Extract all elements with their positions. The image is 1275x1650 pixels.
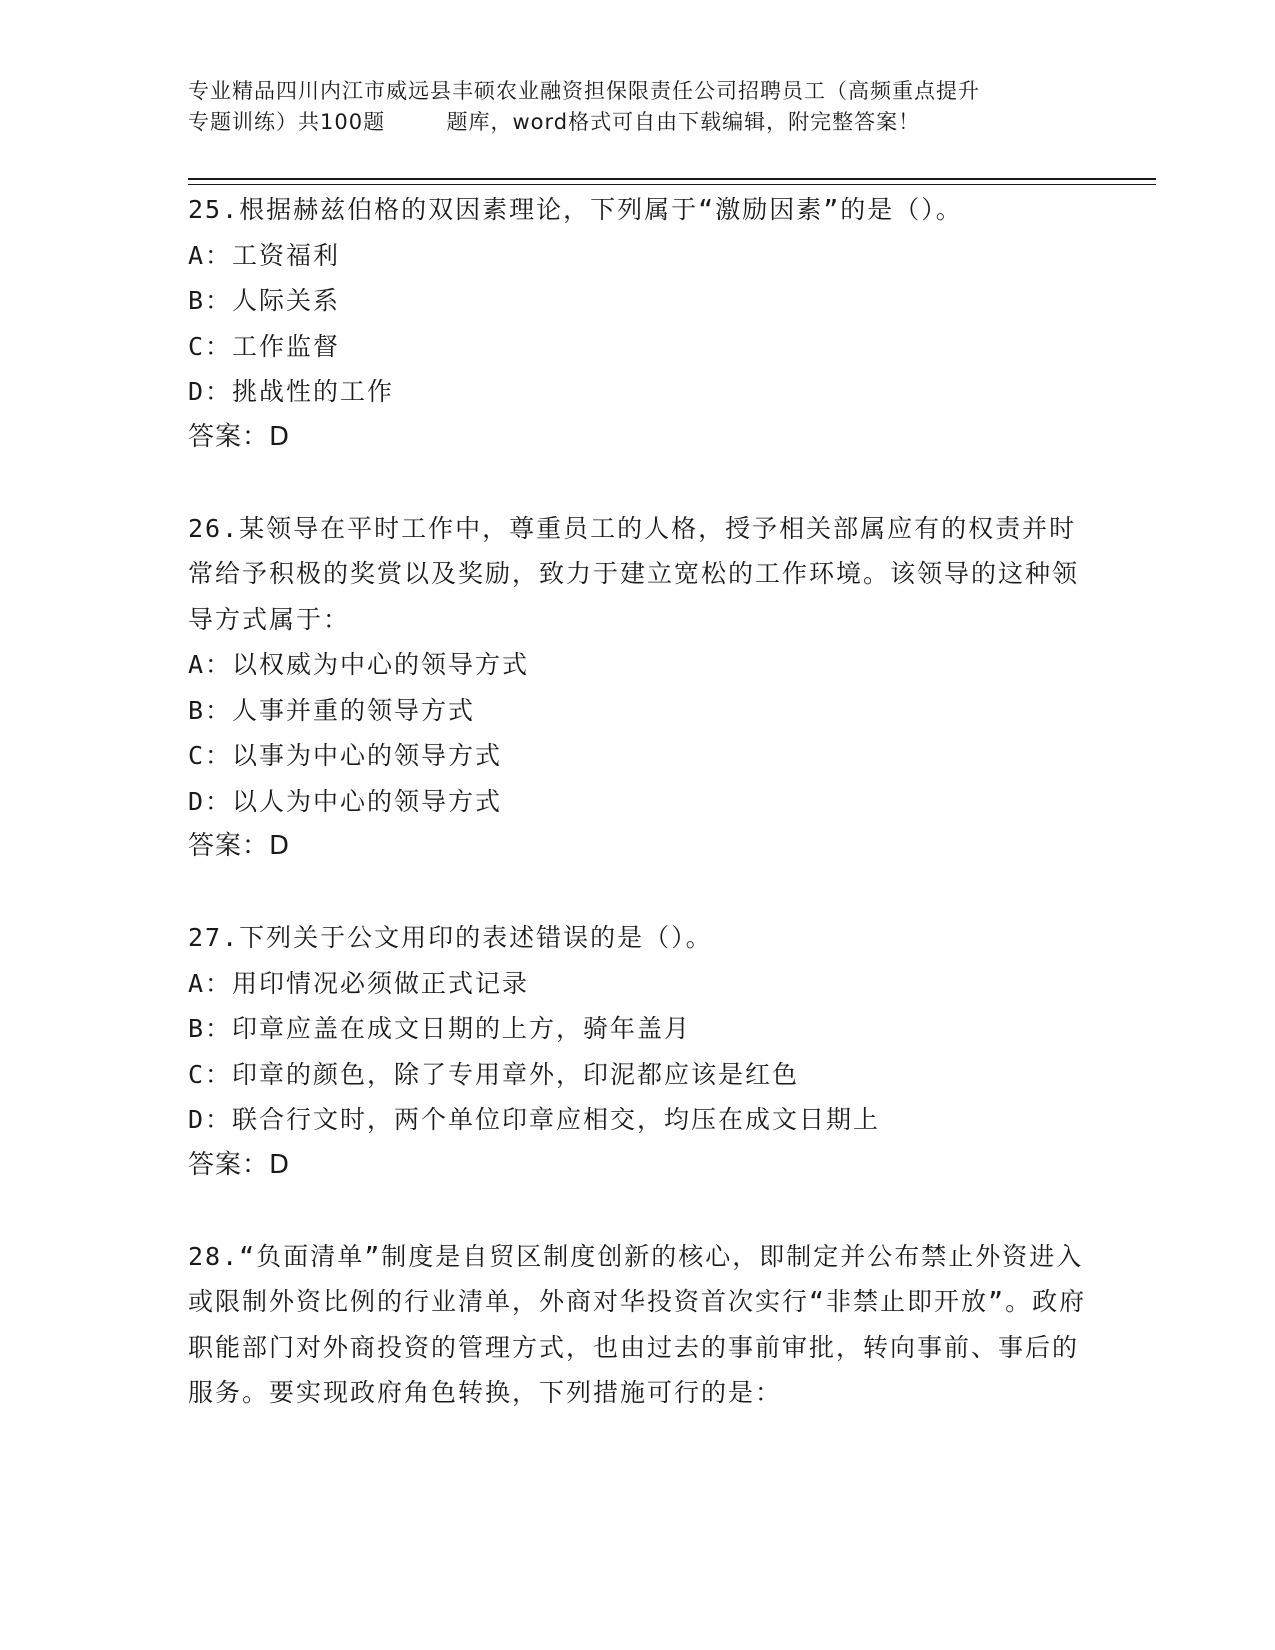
option-b: B：人际关系 xyxy=(188,286,341,315)
option-c: C：印章的颜色，除了专用章外，印泥都应该是红色 xyxy=(188,1059,800,1089)
header-line-1: 专业精品四川内江市威远县丰硕农业融资担保限责任公司招聘员工（高频重点提升 xyxy=(188,79,980,103)
question-text: 28.“负面清单”制度是自贸区制度创新的核心，即制定并公布禁止外资进入或限制外资比例的行业清单，外商对华投资首次实行“非禁止即开放”。政府职能部门对外商投资的管理方式，也由过去的事前审批，转向事前、事后的服务。要实现政府角色转换，下列措施可行的是： xyxy=(188,1241,1087,1407)
option-c: C：工作监督 xyxy=(188,331,341,361)
question-28 xyxy=(188,1234,1088,1416)
question-text: 25.根据赫兹伯格的双因素理论，下列属于“激励因素”的是（）。 xyxy=(188,195,963,224)
option-d: D：联合行文时，两个单位印章应相交，均压在成文日期上 xyxy=(188,1105,881,1134)
answer: 答案：D xyxy=(188,831,291,861)
question-25 xyxy=(188,187,1088,460)
header-divider-thin xyxy=(188,184,1156,185)
option-a: A：工资福利 xyxy=(188,240,341,270)
question-text: 27.下列关于公文用印的表述错误的是（）。 xyxy=(188,923,713,952)
option-a: A：以权威为中心的领导方式 xyxy=(188,650,530,679)
question-list xyxy=(188,187,1088,1461)
option-b: B：印章应盖在成文日期的上方，骑年盖月 xyxy=(188,1014,692,1043)
answer: 答案：D xyxy=(188,1149,291,1180)
question-26 xyxy=(188,506,1088,870)
option-b: B：人事并重的领导方式 xyxy=(188,695,476,725)
header-divider-thick xyxy=(188,178,1156,180)
header-line-2: 专题训练）共100题 题库，word格式可自由下载编辑，附完整答案！ xyxy=(188,110,921,134)
option-c: C：以事为中心的领导方式 xyxy=(188,741,503,770)
option-d: D：挑战性的工作 xyxy=(188,377,395,406)
question-text: 26.某领导在平时工作中，尊重员工的人格，授予相关部属应有的权责并时常给予积极的奖赏以及奖励，致力于建立宽松的工作环境。该领导的这种领导方式属于： xyxy=(188,513,1080,634)
answer: 答案：D xyxy=(188,421,291,452)
question-27 xyxy=(188,915,1088,1188)
option-a: A：用印情况必须做正式记录 xyxy=(188,968,530,998)
option-d: D：以人为中心的领导方式 xyxy=(188,786,503,816)
page-header xyxy=(188,76,1088,138)
